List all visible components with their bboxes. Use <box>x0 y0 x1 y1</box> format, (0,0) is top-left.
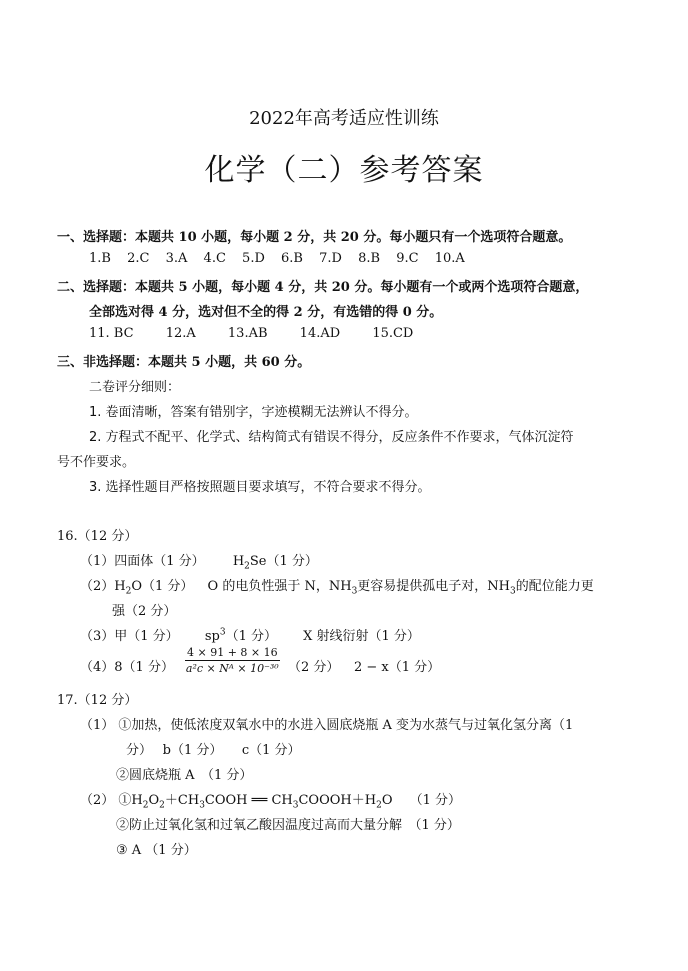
fraction-numerator: 4 × 91 + 8 × 16 <box>187 646 278 659</box>
answer-11: 11. BC <box>89 326 134 341</box>
answer-7: 7.D <box>319 251 342 266</box>
rules-title: 二卷评分细则： <box>89 380 181 395</box>
section3-heading: 三、非选择题：本题共 5 小题，共 60 分。 <box>57 355 311 370</box>
q16-part4-c: 2 − x（1 分） <box>354 660 441 675</box>
q16-part2-formula: $(2)H_2O(1$ 分） <box>80 579 194 597</box>
answer-13: 13.AB <box>227 326 268 341</box>
section2-heading-line1: 二、选择题：本题共 5 小题，每小题 4 分，共 20 分。每小题有一个或两个选项符合题意， <box>57 280 589 295</box>
answer-15: 15.CD <box>372 326 414 341</box>
q16-part2 <box>80 575 594 597</box>
q16-part1-formula: $H_2Se(1$ 分） <box>232 554 318 572</box>
q16-part2-line2: 强（2 分） <box>112 604 177 619</box>
section1-answers <box>89 251 465 266</box>
answer-14: 14.AD <box>299 326 341 341</box>
q16-part2-reason: O 的电负性强于 N，$NH_3$更容易提供孤电子对，$NH_3$的配位能力更 <box>207 579 594 597</box>
q17-title: 17.（12 分） <box>57 693 138 708</box>
answer-6: 6.B <box>281 251 303 266</box>
answer-9: 9.C <box>396 251 419 266</box>
rule-1: 1. 卷面清晰，答案有错别字，字迹模糊无法辨认不得分。 <box>89 405 418 420</box>
answer-4: 4.C <box>203 251 226 266</box>
section2-heading-line2: 全部选对得 4 分，选对但不全的得 2 分，有选错的得 0 分。 <box>89 305 443 320</box>
q16-part3-b: $sp^3(1$ 分） <box>204 627 277 644</box>
q17-part2-equation: （2） $①H_2O_2+CH_3COOH$ ══ $CH_3COOOH+H_2O$ （1 分） <box>80 793 462 811</box>
section1-heading: 一、选择题：本题共 10 小题，每小题 2 分，共 20 分。每小题只有一个选项符合题意。 <box>57 230 572 245</box>
q17-part1-line2: 分） b（1 分） c（1 分） <box>126 743 301 758</box>
answer-3: 3.A <box>165 251 188 266</box>
q16-part3-c: X 射线衍射（1 分） <box>303 629 420 644</box>
q16-part3-a: （3）甲（1 分） <box>80 629 179 644</box>
q17-part2-line3: ③ A （1 分） <box>116 843 197 858</box>
rule-2-line2: 号不作要求。 <box>57 455 136 470</box>
q16-title: 16.（12 分） <box>57 529 138 544</box>
q17-part1-line1: （1） ①加热，使低浓度双氧水中的水进入圆底烧瓶 A 变为水蒸气与过氧化氢分离（1 <box>80 718 574 733</box>
fraction-denominator: a²c × Nᴬ × 10⁻³⁰ <box>185 662 279 675</box>
answer-5: 5.D <box>242 251 265 266</box>
page-subtitle: 2022年高考适应性训练 <box>249 108 439 129</box>
q16-part4-a: （4）8（1 分） <box>80 660 174 675</box>
q16-part3 <box>80 625 420 644</box>
q16-part4-b: （2 分） <box>288 660 340 675</box>
rule-2-line1: 2. 方程式不配平、化学式、结构简式有错误不得分，反应条件不作要求，气体沉淀符 <box>89 430 574 445</box>
q17-part2-line2: ②防止过氧化氢和过氧乙酸因温度过高而大量分解 （1 分） <box>116 818 460 833</box>
q16-density-fraction <box>185 646 280 675</box>
answer-10: 10.A <box>434 251 465 266</box>
page-title: 化学（二）参考答案 <box>204 153 484 188</box>
answer-12: 12.A <box>165 326 196 341</box>
q16-part1 <box>80 550 318 572</box>
rule-3: 3. 选择性题目严格按照题目要求填写，不符合要求不得分。 <box>89 480 431 495</box>
answer-2: 2.C <box>127 251 150 266</box>
section2-answers <box>89 326 413 341</box>
q17-part1-line3: ②圆底烧瓶 A （1 分） <box>116 768 253 783</box>
q16-part1-shape: （1）四面体（1 分） <box>80 554 205 569</box>
answer-8: 8.B <box>358 251 381 266</box>
answer-1: 1.B <box>89 251 111 266</box>
